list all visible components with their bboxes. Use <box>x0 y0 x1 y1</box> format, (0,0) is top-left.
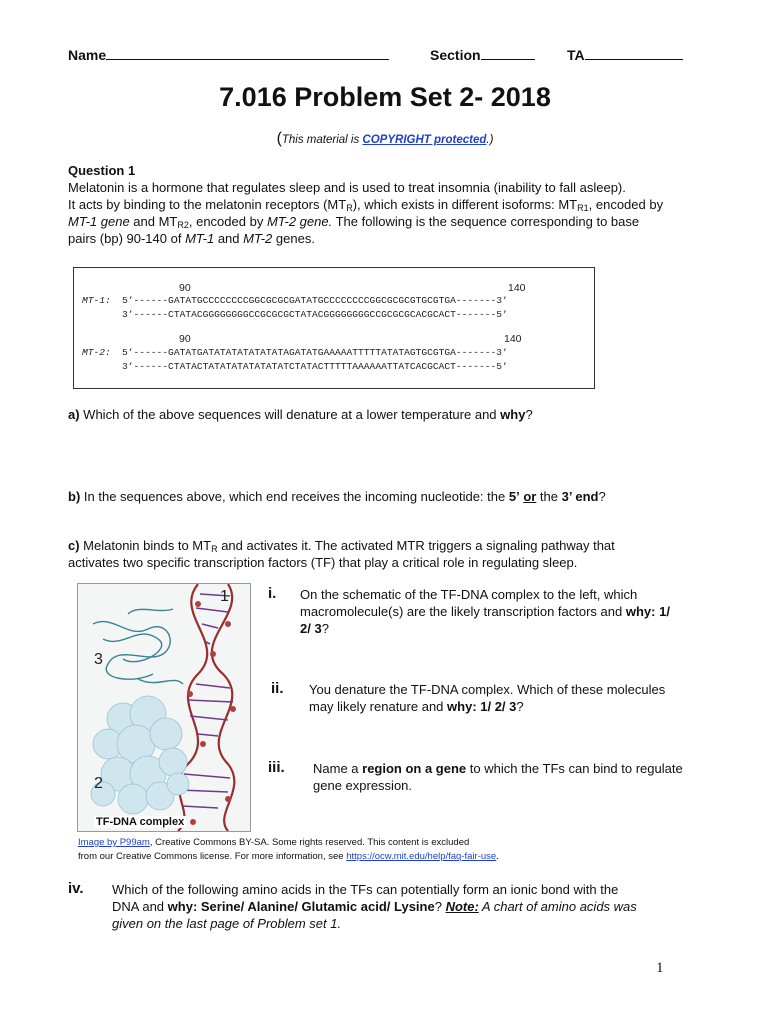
mt1-label: MT-1: <box>82 295 111 306</box>
tf-dna-illustration <box>78 584 250 831</box>
page-title: 7.016 Problem Set 2- 2018 <box>219 82 551 112</box>
sub-question-iv: Which of the following amino acids in the TFs can potentially form an ionic bond with the DNA and why: Serine/ Alanine/ Glutamic acid/ Lysine? Note: A chart of amino acids was given on the last page of Problem set 1. <box>112 882 637 931</box>
faq-fair-use-link[interactable]: https://ocw.mit.edu/help/faq-fair-use <box>346 851 497 862</box>
question-heading: Question 1 <box>68 163 136 178</box>
mt1-end-number: 140 <box>508 282 526 294</box>
numeral-i: i. <box>268 585 277 602</box>
sub-question-i: On the schematic of the TF-DNA complex to the left, which macromolecule(s) are the likely transcription factors and why: 1/ 2/ 3? <box>300 587 670 636</box>
numeral-iii: iii. <box>268 759 285 776</box>
sequence-figure <box>73 267 595 389</box>
tf-dna-figure <box>77 583 251 832</box>
part-c: c) Melatonin binds to $MT_R$ and activates it. The activated MTR triggers a signaling pathway that activates two specific transcription factors (TF) that play a critical role in regulating sleep. <box>68 538 615 570</box>
copyright-link[interactable]: COPYRIGHT protected <box>362 134 487 146</box>
numeral-iv: iv. <box>68 880 84 897</box>
question-intro: Melatonin is a hormone that regulates sleep and is used to treat insomnia (inability to fall asleep). It acts by binding to the melatonin receptors $(MT_R)$, which exists in different isoforms: $MT_{R1}$, encoded by MT-1 gene and $MT_{R2}$, encoded by MT-2 gene. The following is the sequence corresponding to base pairs (bp) 90-140 of MT-1 and MT-2 genes. <box>68 180 664 246</box>
name-field[interactable]: Name <box>68 47 389 63</box>
part-a: a) Which of the above sequences will denature at a lower temperature and why? <box>68 407 533 422</box>
mt2-bottom-strand: 3’------CTATACTATATATATATATATCTATACTTTTTAAAAAATTATCACGCACT-------5’ <box>122 361 508 372</box>
figure-label-3: 3 <box>94 651 103 668</box>
copyright-notice: (This material is COPYRIGHT protected.) <box>276 130 494 147</box>
mt2-label: MT-2: <box>82 347 111 358</box>
section-field[interactable]: Section <box>430 47 535 63</box>
figure-label-2: 2 <box>94 775 103 792</box>
mt1-top-strand: 5’------GATATGCCCCCCCCGGCGCGCGATATGCCCCCCCCGGCGCGCGTGCGTGA-------3’ <box>122 295 508 306</box>
numeral-ii: ii. <box>271 680 284 697</box>
mt2-end-number: 140 <box>504 333 522 345</box>
sub-question-iii: Name a region on a gene to which the TFs can bind to regulate gene expression. <box>313 761 683 793</box>
figure-caption: TF-DNA complex <box>96 816 185 828</box>
image-credit: Image by P99am, Creative Commons BY-SA. Some rights reserved. This content is excluded from our Creative Commons license. For more information, see https://ocw.mit.edu/help/faq-fair-use. <box>78 837 499 862</box>
ta-field[interactable]: TA <box>567 47 683 63</box>
figure-label-1: 1 <box>220 588 229 605</box>
page-number: 1 <box>656 960 664 976</box>
sub-question-ii: You denature the TF-DNA complex. Which of these molecules may likely renature and why: 1/ 2/ 3? <box>309 682 666 714</box>
mt2-top-strand: 5’------GATATGATATATATATATATAGATATGAAAAATTTTTATATAGTGCGTGA-------3’ <box>122 347 508 358</box>
mt1-bottom-strand: 3’------CTATACGGGGGGGGCCGCGCGCTATACGGGGGGGGCCGCGCGCACGCACT-------5’ <box>122 309 508 320</box>
mt1-start-number: 90 <box>179 282 191 294</box>
mt2-start-number: 90 <box>179 333 191 345</box>
image-credit-link[interactable]: Image by P99am <box>78 837 150 848</box>
part-b: b) In the sequences above, which end receives the incoming nucleotide: the 5’ or the 3’ end? <box>68 489 606 504</box>
